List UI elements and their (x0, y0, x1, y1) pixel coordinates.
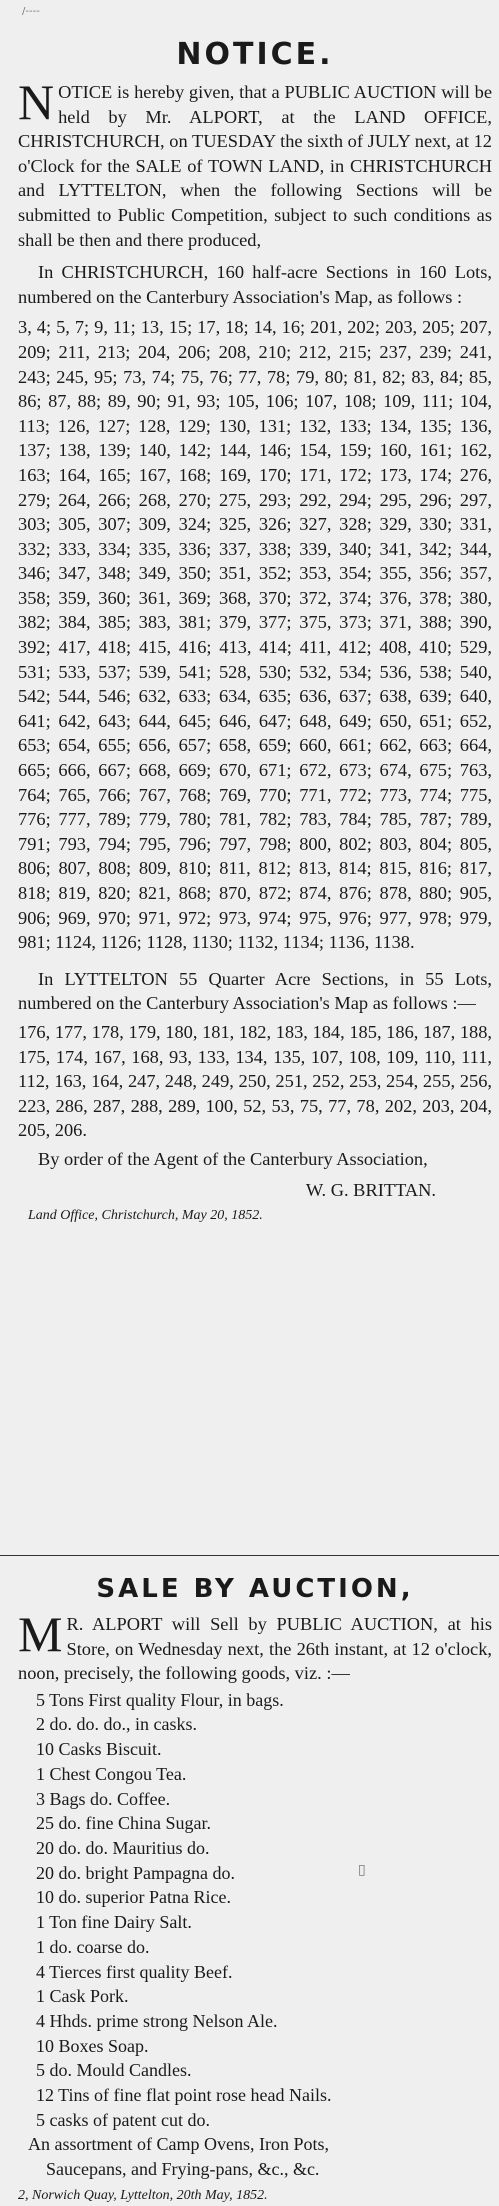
notice-dateline: Land Office, Christchurch, May 20, 1852. (28, 1208, 263, 1224)
notice-dropcap: N (18, 74, 55, 130)
lyttelton-intro: In LYTTELTON 55 Quarter Acre Sections, in 55 Lots, numbered on the Canterbury Association's Map as follows :— (18, 968, 492, 1014)
sale-item: 12 Tins of fine flat point rose head Nails. (36, 2085, 332, 2106)
christchurch-intro: In CHRISTCHURCH, 160 half-acre Sections in 160 Lots, numbered on the Canterbury Association's Map, as follows : (18, 262, 492, 307)
sale-item: 4 Tierces first quality Beef. (36, 1961, 233, 1982)
sale-item: 10 do. superior Patna Rice. (36, 1887, 231, 1908)
sale-dropcap: M (18, 1606, 63, 1662)
sale-advertisement (18, 1572, 492, 2206)
sale-item: 1 Chest Congou Tea. (36, 1763, 187, 1784)
sale-item: 5 casks of patent cut do. (36, 2109, 210, 2130)
sale-item: 10 Casks Biscuit. (36, 1739, 162, 1760)
section-divider (0, 1555, 499, 1556)
sale-item: Saucepans, and Frying-pans, &c., &c. (46, 2159, 320, 2180)
corner-marks: /‑‑‑‑ (22, 6, 40, 17)
lyttelton-lot-list: 176, 177, 178, 179, 180, 181, 182, 183, 184, 185, 186, 187, 188, 175, 174, 167, 168, 93, 133, 134, 135, 107, 108, 109, 110, 111, 112, 163, 164, 247, 248, 249, 250, 251, 252, 253, 254, 255, 256, 223, 286, 287, 288, 289, 100, 52, 53, 75, 77, 78, 202, 203, 204, 205, 206. (18, 1021, 492, 1141)
sale-item: 5 Tons First quality Flour, in bags. (36, 1689, 284, 1710)
notice-title: NOTICE. (176, 37, 334, 72)
sale-item: 20 do. do. Mauritius do. (36, 1838, 210, 1858)
notice-advertisement (18, 36, 492, 1226)
sale-item: 4 Hhds. prime strong Nelson Ale. (36, 2010, 278, 2031)
sale-item: An assortment of Camp Ovens, Iron Pots, (28, 2134, 329, 2155)
sale-item: 25 do. fine China Sugar. (36, 1813, 211, 1834)
sale-item: 1 do. coarse do. (36, 1936, 150, 1957)
order-line: By order of the Agent of the Canterbury Association, (38, 1148, 428, 1169)
sale-intro-text: R. ALPORT will Sell by PUBLIC AUCTION, at his Store, on Wednesday next, the 26th instant, at 12 o'clock, noon, precisely, the following goods, viz. :— (18, 1614, 492, 1684)
sale-item: 2 do. do. do., in casks. (36, 1714, 197, 1735)
sale-item: 3 Bags do. Coffee. (36, 1788, 171, 1809)
sale-dateline: 2, Norwich Quay, Lyttelton, 20th May, 1852. (18, 2187, 268, 2203)
sale-item-list (18, 1688, 492, 2182)
sale-item: 20 do. bright Pampagna do. (36, 1862, 235, 1883)
sale-intro (18, 1606, 492, 1686)
sale-item: 1 Cask Pork. (36, 1986, 129, 2007)
notice-intro-text: OTICE is hereby given, that a PUBLIC AUCTION will be held by Mr. ALPORT, at the LAND OFFICE, CHRISTCHURCH, on TUESDAY the sixth of JULY next, at 12 o'Clock for the SALE of TOWN LAND, in CHRISTCHURCH and LYTTELTON, when the following Sections will be submitted to Public Competition, subject to such conditions as shall be then and there produced, (18, 82, 492, 250)
sale-title: SALE BY AUCTION, (96, 1574, 414, 1604)
sale-item: 10 Boxes Soap. (36, 2035, 149, 2056)
sale-item: 5 do. Mould Candles. (36, 2060, 192, 2081)
signatory: W. G. BRITTAN. (305, 1179, 436, 1200)
notice-intro (18, 74, 492, 252)
ink-mark: ▯ (358, 1862, 366, 1878)
christchurch-lot-list: 3, 4; 5, 7; 9, 11; 13, 15; 17, 18; 14, 16; 201, 202; 203, 205; 207, 209; 211, 213; 204, 206; 208, 210; 212, 215; 237, 239; 241, 243; 245, 95; 73, 74; 75, 76; 77, 78; 79, 80; 81, 82; 83, 84; 85, 86; 87, 88; 89, 90; 91, 93; 105, 106; 107, 108; 109, 111; 104, 113; 126, 127; 128, 129; 130, 131; 132, 133; 134, 135; 136, 137; 138, 139; 140, 142; 144, 146; 154, 159; 160, 161; 162, 163; 164, 165; 167, 168; 169, 170; 171, 172; 173, 174; 276, 279; 264, 266; 268, 270; 275, 293; 292, 294; 295, 296; 297, 303; 305, 307; 309, 324; 325, 326; 327, 328; 329, 330; 331, 332; 333, 334; 335, 336; 337, 338; 339, 340; 341, 342; 344, 346; 347, 348; 349, 350; 351, 352; 353, 354; 355, 356; 357, 358; 359, 360; 361, 369; 368, 370; 372, 374; 376, 378; 380, 382; 384, 385; 383, 381; 379, 377; 375, 373; 371, 388; 390, 392; 417, 418; 415, 416; 413, 414; 411, 412; 408, 410; 529, 531; 533, 537; 539, 541; 528, 530; 532, 534; 536, 538; 540, 542; 544, 546; 632, 633; 634, 635; 636, 637; 638, 639; 640, 641; 642, 643; 644, 645; 646, 647; 648, 649; 650, 651; 652, 653; 654, 655; 656, 657; 658, 659; 660, 661; 662, 663; 664, 665; 666, 667; 668, 669; 670, 671; 672, 673; 674, 675; 763, 764; 765, 766; 767, 768; 769, 770; 771, 772; 773, 774; 775, 776; 777, 789; 779, 780; 781, 782; 783, 784; 785, 787; 789, 791; 793, 794; 795, 796; 797, 798; 800, 802; 803, 804; 805, 806; 807, 808; 809, 810; 811, 812; 813, 814; 815, 816; 817, 818; 819, 820; 821, 868; 870, 872; 874, 876; 878, 880; 905, 906; 969, 970; 971, 972; 973, 974; 975, 976; 977, 978; 979, 981; 1124, 1126; 1128, 1130; 1132, 1134; 1136, 1138. (18, 317, 492, 953)
sale-item: 1 Ton fine Dairy Salt. (36, 1912, 192, 1933)
